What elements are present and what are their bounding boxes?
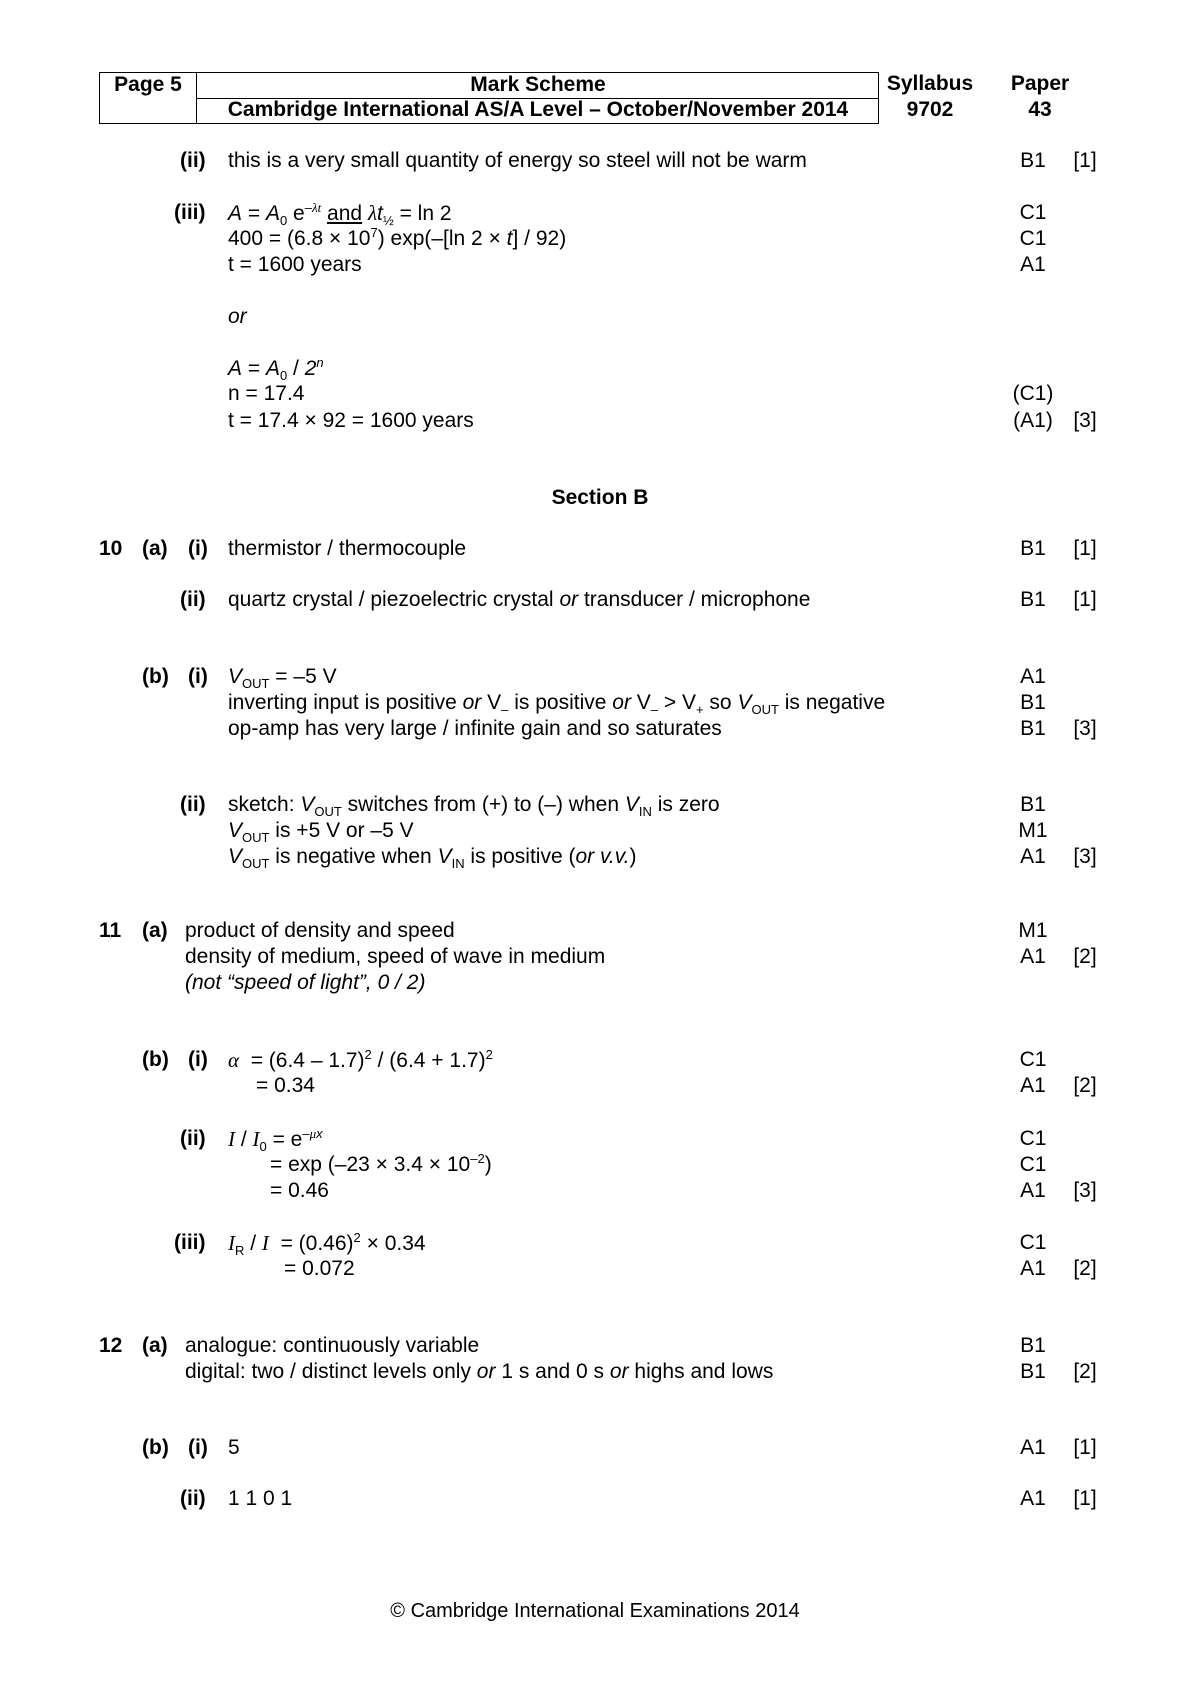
q11-b-i-label: (i) xyxy=(188,1048,208,1071)
q10-b-ii-mark: B1 xyxy=(1020,793,1046,816)
q11-a-line3: (not “speed of light”, 0 / 2) xyxy=(185,971,426,994)
q12-b-label: (b) xyxy=(142,1436,169,1459)
q9-iii-mark: (A1) xyxy=(1013,409,1053,432)
q11-b-iii-mark: C1 xyxy=(1019,1231,1047,1254)
q10-b-label: (b) xyxy=(142,665,169,688)
q9-ii-text: this is a very small quantity of energy so steel will not be warm xyxy=(228,149,807,172)
q11-b-ii-line1: $I / I_0 = e^{-\mu x}$ xyxy=(228,1126,323,1155)
q12-number: 12 xyxy=(99,1334,123,1357)
section-title: Section B xyxy=(551,486,649,509)
q10-a-i-text: thermistor / thermocouple xyxy=(228,537,467,560)
q11-b-ii-mark: C1 xyxy=(1019,1153,1047,1176)
q9-ii-label: (ii) xyxy=(180,149,206,172)
q12-a-total: [2] xyxy=(1073,1360,1097,1383)
q10-b-i-line1: $V_{OUT} = -5$ V xyxy=(228,665,337,692)
q11-b-ii-line2: = $\exp (-23 \times 3.4 \times 10^{-2})$ xyxy=(270,1151,492,1176)
q11-b-i-mark: C1 xyxy=(1019,1048,1047,1071)
q9-iii-alt-line2: n = 17.4 xyxy=(228,382,305,405)
q11-b-iii-mark: A1 xyxy=(1020,1257,1046,1280)
q12-b-ii-text: 1 1 0 1 xyxy=(228,1487,293,1510)
q10-b-i-mark: B1 xyxy=(1020,691,1046,714)
q11-b-iii-total: [2] xyxy=(1073,1257,1097,1280)
q11-b-ii-mark: A1 xyxy=(1020,1179,1046,1202)
q12-b-ii-mark: A1 xyxy=(1020,1487,1046,1510)
q12-a-mark: B1 xyxy=(1020,1360,1046,1383)
q11-b-ii-total: [3] xyxy=(1073,1179,1097,1202)
q9-iii-mark: A1 xyxy=(1020,253,1046,276)
q9-iii-mark: (C1) xyxy=(1012,382,1054,405)
q10-a-i-total: [1] xyxy=(1073,537,1097,560)
q10-a-ii-total: [1] xyxy=(1073,588,1097,611)
q10-b-ii-label: (ii) xyxy=(180,793,206,816)
q12-b-ii-total: [1] xyxy=(1073,1487,1097,1510)
q10-a-i-label: (i) xyxy=(188,537,208,560)
q11-b-ii-label: (ii) xyxy=(180,1127,206,1150)
q10-b-i-label: (i) xyxy=(188,665,208,688)
q10-b-i-line2: inverting input is positive or $V_-$ is positive or $V_- > V_+$ so $V_{OUT}$ is negative xyxy=(228,691,886,718)
q12-b-i-total: [1] xyxy=(1073,1436,1097,1459)
header-paper-value: 43 xyxy=(1028,98,1052,121)
q11-b-i-mark: A1 xyxy=(1020,1074,1046,1097)
q11-a-label: (a) xyxy=(142,919,168,942)
footer-copyright: © Cambridge International Examinations 2014 xyxy=(390,1600,800,1622)
q9-iii-label: (iii) xyxy=(174,201,206,224)
q10-b-ii-line2: $V_{OUT}$ is +5 V or –5 V xyxy=(228,819,414,846)
q11-b-iii-label: (iii) xyxy=(174,1231,206,1254)
q10-b-ii-total: [3] xyxy=(1073,845,1097,868)
q12-b-i-mark: A1 xyxy=(1020,1436,1046,1459)
q10-b-ii-line1: sketch: $V_{OUT}$ switches from (+) to (–) when $V_{IN}$ is zero xyxy=(228,793,720,820)
q12-b-i-text: 5 xyxy=(228,1436,240,1459)
q9-iii-alt-line1: $A = A_0 / 2^n$ xyxy=(228,355,324,384)
q11-b-i-line2: = 0.34 xyxy=(256,1074,315,1097)
header-syllabus-label: Syllabus xyxy=(886,72,974,95)
header-mark-scheme: Mark Scheme xyxy=(470,73,606,96)
q12-a-mark: B1 xyxy=(1020,1334,1046,1357)
q10-b-i-line3: op-amp has very large / infinite gain and so saturates xyxy=(228,717,722,740)
q10-a-ii-label: (ii) xyxy=(180,588,206,611)
q11-b-iii-line2: = 0.072 xyxy=(284,1257,355,1280)
q10-a-i-mark: B1 xyxy=(1020,537,1046,560)
q10-number: 10 xyxy=(99,537,123,560)
q12-a-label: (a) xyxy=(142,1334,168,1357)
q11-b-ii-mark: C1 xyxy=(1019,1127,1047,1150)
q12-b-ii-label: (ii) xyxy=(180,1487,206,1510)
q9-ii-mark: B1 xyxy=(1020,149,1046,172)
header-paper-label: Paper xyxy=(1010,72,1070,95)
q10-a-ii-text: quartz crystal / piezoelectric crystal or transducer / microphone xyxy=(228,588,811,611)
q11-number: 11 xyxy=(99,919,122,942)
q11-a-line1: product of density and speed xyxy=(185,919,455,942)
q9-iii-total: [3] xyxy=(1073,409,1097,432)
q12-a-line2: digital: two / distinct levels only or 1 s and 0 s or highs and lows xyxy=(185,1360,774,1383)
q11-a-total: [2] xyxy=(1073,945,1097,968)
q11-b-i-total: [2] xyxy=(1073,1074,1097,1097)
header-exam: Cambridge International AS/A Level – October/November 2014 xyxy=(227,98,849,121)
q10-b-ii-mark: A1 xyxy=(1020,845,1046,868)
q11-b-iii-line1: $I_R / I = (0.46)^2 \times 0.34$ xyxy=(228,1230,426,1259)
q9-iii-alt-line3: t = 17.4 × 92 = 1600 years xyxy=(228,409,474,432)
q11-b-label: (b) xyxy=(142,1048,169,1071)
q9-iii-line3: t = 1600 years xyxy=(228,253,362,276)
q11-a-mark: M1 xyxy=(1018,919,1048,942)
q11-b-i-line1: $\alpha = (6.4 - 1.7)^2 / (6.4 + 1.7)^2$ xyxy=(228,1047,493,1072)
q10-b-i-mark: B1 xyxy=(1020,717,1046,740)
q11-b-ii-line3: = 0.46 xyxy=(270,1179,329,1202)
q9-iii-line2: $400 = (6.8 \times 10^7)$ exp(–[ln 2 × t] / 92) xyxy=(228,225,567,250)
header-syllabus-value: 9702 xyxy=(906,98,954,121)
q10-b-i-total: [3] xyxy=(1073,717,1097,740)
q10-b-ii-line3: $V_{OUT}$ is negative when $V_{IN}$ is positive (or v.v.) xyxy=(228,845,637,872)
q10-a-label: (a) xyxy=(142,537,168,560)
q10-a-ii-mark: B1 xyxy=(1020,588,1046,611)
q9-iii-line1: $A = A_0$ $e^{-\lambda t}$ and $\lambda t_{\frac{1}{2}} = \ln 2$ xyxy=(228,200,452,229)
header-table xyxy=(99,72,879,124)
q10-b-i-mark: A1 xyxy=(1020,665,1046,688)
q10-b-ii-mark: M1 xyxy=(1018,819,1048,842)
q9-iii-or: or xyxy=(228,305,247,328)
q11-a-line2: density of medium, speed of wave in medium xyxy=(185,945,606,968)
q9-iii-mark: C1 xyxy=(1019,201,1047,224)
header-page: Page 5 xyxy=(114,73,182,96)
q11-a-mark: A1 xyxy=(1020,945,1046,968)
q9-ii-total: [1] xyxy=(1073,149,1097,172)
q12-a-line1: analogue: continuously variable xyxy=(185,1334,480,1357)
q9-iii-mark: C1 xyxy=(1019,227,1047,250)
q12-b-i-label: (i) xyxy=(188,1436,208,1459)
